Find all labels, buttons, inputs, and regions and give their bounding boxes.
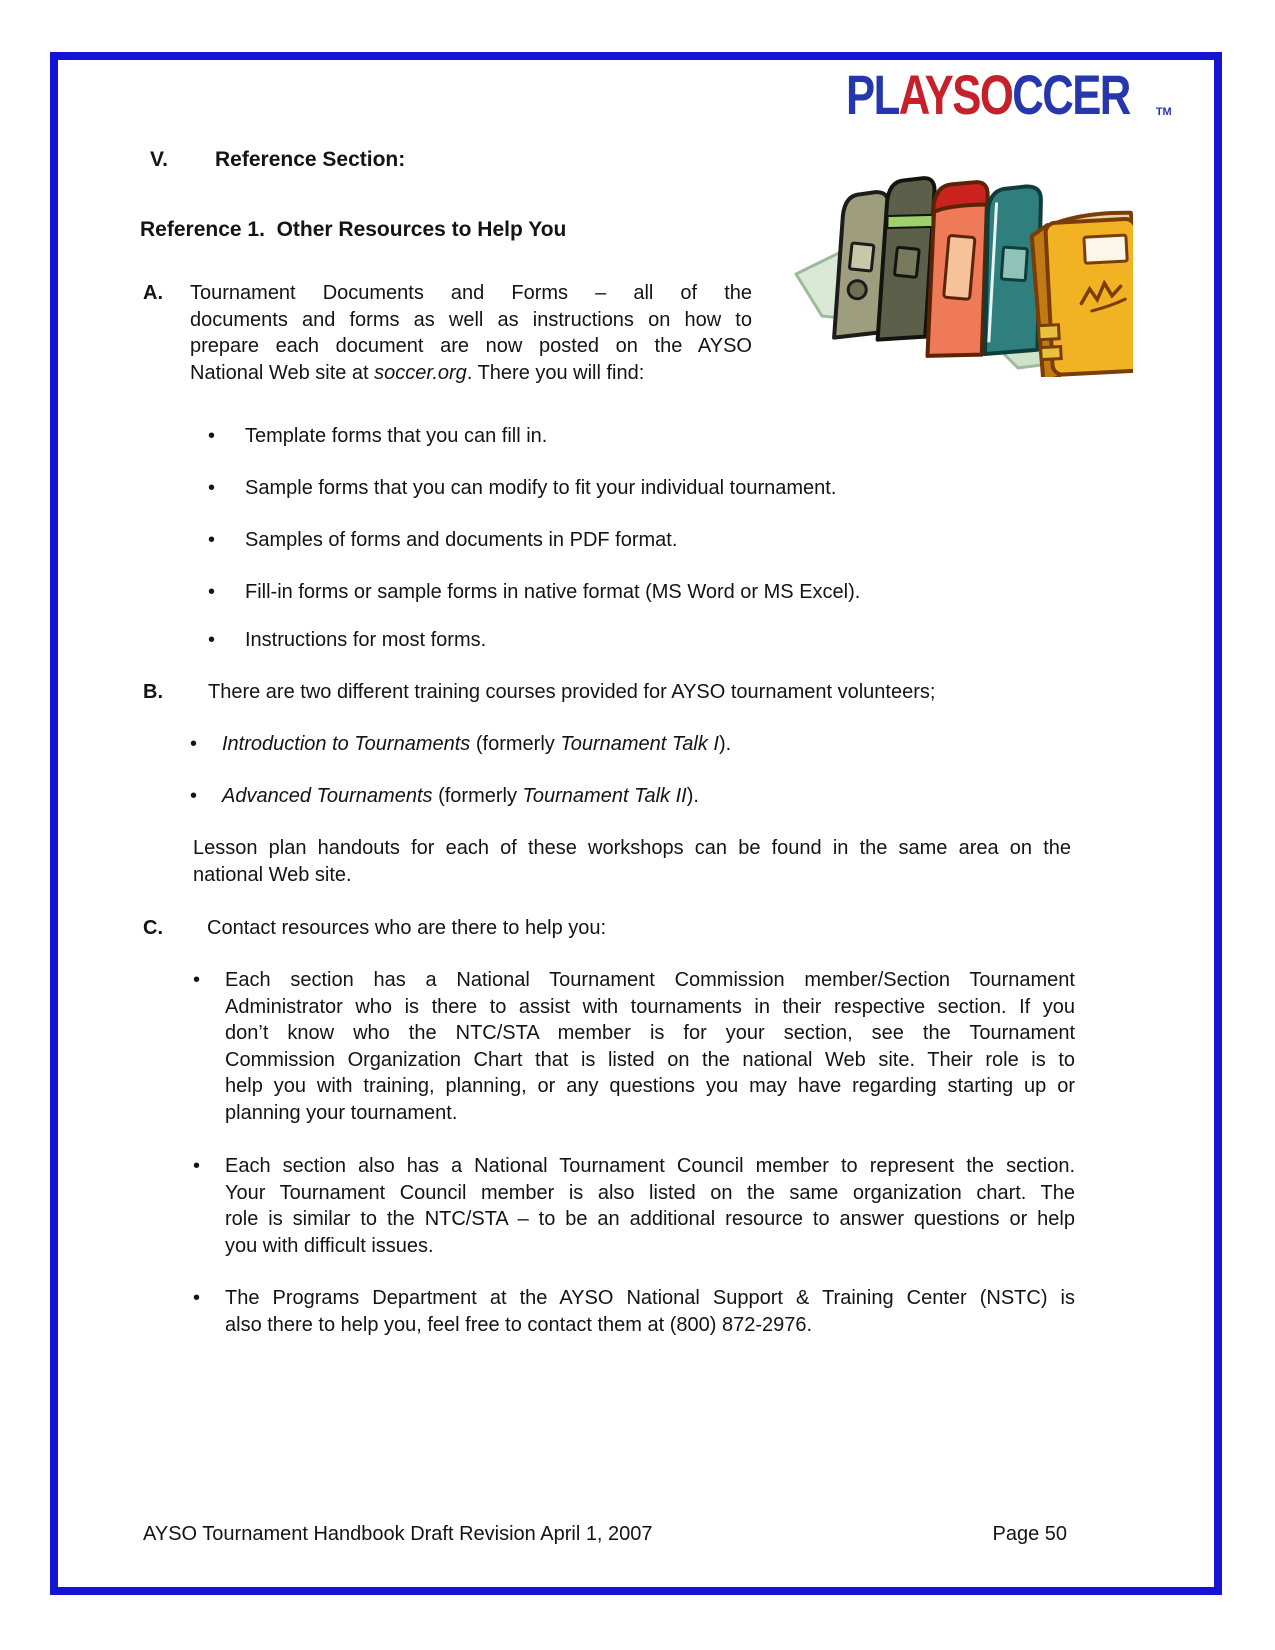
bullet-c-3: The Programs Department at the AYSO National Support & Training Center (NSTC) is also there to help you, feel free to contact them at (800) 872-2976. <box>225 1287 1075 1336</box>
bullet-b-1: Introduction to Tournaments (formerly Tournament Talk I). <box>222 733 732 755</box>
bullet-dot: • <box>208 581 216 603</box>
bullet-c-2: Each section also has a National Tournament Council member to represent the section. Your Tournament Council member is also listed on the same organization chart. The role is similar to the NTC/STA – to be an additional resource to answer questions or help you with difficult issues. <box>225 1155 1075 1257</box>
bullet-a-4: Fill-in forms or sample forms in native format (MS Word or MS Excel). <box>245 581 861 603</box>
playsoccer-logo-text: PLAYSOCCER <box>846 63 1130 126</box>
lesson-plan-note: Lesson plan handouts for each of these workshops can be found in the same area on the national Web site. <box>193 837 1071 886</box>
footer-page-number: Page 50 <box>992 1523 1067 1545</box>
bullet-a-5: Instructions for most forms. <box>245 629 487 651</box>
bullet-dot: • <box>193 969 201 991</box>
bullet-b-2: Advanced Tournaments (formerly Tournament Talk II). <box>222 785 699 807</box>
trademark-mark: TM <box>1155 106 1172 118</box>
bullet-dot: • <box>193 1287 201 1309</box>
item-c-text: Contact resources who are there to help you: <box>207 917 607 939</box>
section-v-number: V. <box>150 148 168 171</box>
item-a-label: A. <box>143 282 163 304</box>
bullet-a-3: Samples of forms and documents in PDF format. <box>245 529 678 551</box>
bullet-dot: • <box>190 733 198 755</box>
bullet-dot: • <box>190 785 198 807</box>
item-a-paragraph: Tournament Documents and Forms – all of the documents and forms as well as instructions on how to prepare each document are now posted on the AYSO National Web site at soccer.org. There you will find: <box>190 282 752 384</box>
playsoccer-logo <box>846 63 1172 126</box>
bullet-a-1: Template forms that you can fill in. <box>245 425 548 447</box>
books-illustration <box>786 150 1133 377</box>
bullet-dot: • <box>208 477 216 499</box>
item-b-text: There are two different training courses provided for AYSO tournament volunteers; <box>208 681 936 703</box>
footer-document-title: AYSO Tournament Handbook Draft Revision April 1, 2007 <box>143 1523 653 1545</box>
bullet-a-2: Sample forms that you can modify to fit your individual tournament. <box>245 477 837 499</box>
item-b-label: B. <box>143 681 163 703</box>
bullet-dot: • <box>208 629 216 651</box>
section-v-heading: Reference Section: <box>215 148 406 171</box>
bullet-dot: • <box>208 529 216 551</box>
book-5 <box>1031 212 1133 377</box>
reference-1-heading: Reference 1. Other Resources to Help You <box>140 218 567 241</box>
bullet-c-1: Each section has a National Tournament Commission member/Section Tournament Administrator who is there to assist with tournaments in their respective section. If you don’t know who the NTC/STA member is for your section, see the Tournament Commission Organization Chart that is listed on the national Web site. Their role is to help you with training, planning, or any questions you may have regarding starting up or planning your tournament. <box>225 969 1075 1124</box>
bullet-dot: • <box>208 425 216 447</box>
item-c-label: C. <box>143 917 163 939</box>
bullet-dot: • <box>193 1155 201 1177</box>
